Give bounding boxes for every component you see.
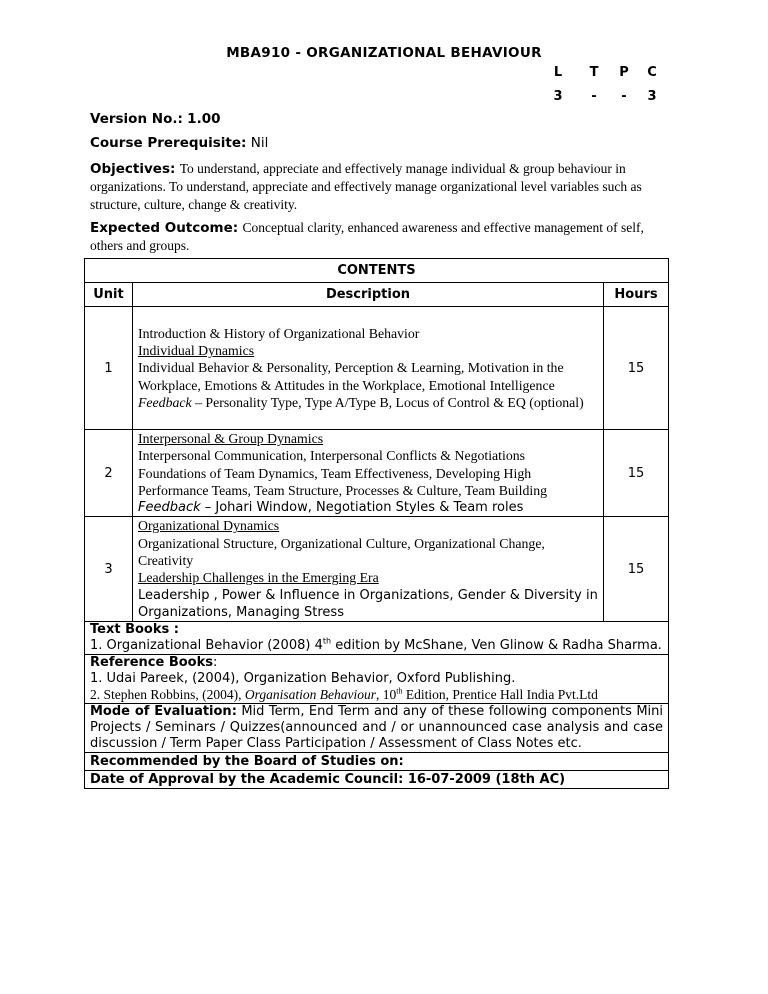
outcome-text: Conceptual clarity, enhanced awareness and effective management of self, others and groups.: [90, 220, 644, 253]
text-book-item-text: 1. Organizational Behavior (2008) 4: [90, 638, 323, 654]
ltpc-value-t: -: [591, 89, 597, 104]
objectives-label: Objectives:: [90, 161, 176, 177]
text-book-item-text: edition by McShane, Ven Glinow & Radha Sharma.: [331, 638, 662, 654]
unit-hours: 15: [604, 307, 669, 430]
text-books-row: [85, 622, 669, 655]
prerequisite-line: [90, 135, 665, 151]
unit-subheading: Interpersonal & Group Dynamics: [138, 431, 324, 446]
unit-description: [133, 430, 604, 517]
unit-topic: Introduction & History of Organizational Behavior: [138, 325, 420, 341]
prerequisite-value: Nil: [250, 135, 269, 151]
board-row: [85, 753, 669, 771]
approval-cell: [85, 771, 669, 789]
outcome-label: Expected Outcome:: [90, 220, 239, 236]
ltpc-label-l: L: [553, 65, 563, 80]
unit-number: 1: [85, 307, 133, 430]
reference-books-colon: :: [213, 655, 218, 671]
reference-books-cell: [85, 655, 669, 704]
unit-number: 2: [85, 430, 133, 517]
reference-title: Organisation Behaviour: [244, 687, 376, 703]
course-title: MBA910 - ORGANIZATIONAL BEHAVIOUR: [226, 45, 542, 61]
unit-description: [133, 307, 604, 430]
ltpc-label-p: P: [619, 65, 629, 80]
unit-topic: Individual Behavior & Personality, Perception & Learning, Motivation in the Workplace, Emotions & Attitudes in the Workplace, Emotional Intelligence: [138, 360, 564, 393]
syllabus-table: [84, 258, 669, 789]
text-books-label: Text Books :: [90, 622, 179, 638]
ltpc-label-t: T: [589, 65, 599, 80]
feedback-label: Feedback: [138, 394, 192, 410]
unit-topic: Leadership , Power & Influence in Organizations, Gender & Diversity in Organizations, Managing Stress: [138, 587, 598, 620]
unit-subheading: Leadership Challenges in the Emerging Era: [138, 570, 379, 586]
objectives-text: To understand, appreciate and effectively manage individual & group behaviour in organizations. To understand, appreciate and effectively manage organizational level variables such as structure, culture, change & creativity.: [90, 161, 642, 212]
version-value: 1.00: [187, 111, 221, 127]
reference-text: , 10: [376, 687, 397, 703]
reference-books-label: Reference Books: [90, 655, 213, 671]
version-line: [90, 111, 665, 127]
unit-topic: Foundations of Team Dynamics, Team Effectiveness, Developing High Performance Teams, Team Structure, Processes & Culture, Team Building: [138, 465, 548, 498]
approval-label: Date of Approval by the Academic Council: 16-07-2009 (18th AC): [90, 771, 566, 787]
board-cell: [85, 753, 669, 771]
text-book-item: [90, 638, 663, 654]
unit-feedback: [138, 394, 598, 411]
table-row: [85, 430, 669, 517]
reference-book-item: [90, 687, 663, 703]
superscript: th: [396, 686, 403, 696]
evaluation-row: [85, 704, 669, 753]
contents-heading: CONTENTS: [85, 259, 669, 283]
unit-description: [133, 517, 604, 622]
reference-book-item: 1. Udai Pareek, (2004), Organization Behavior, Oxford Publishing.: [90, 671, 516, 687]
feedback-text: – Personality Type, Type A/Type B, Locus of Control & EQ (optional): [191, 394, 584, 410]
unit-number: 3: [85, 517, 133, 622]
unit-subheading: Individual Dynamics: [138, 343, 255, 359]
unit-hours: 15: [604, 517, 669, 622]
unit-column-header: Unit: [85, 283, 133, 307]
evaluation-label: Mode of Evaluation:: [90, 704, 237, 720]
feedback-label: Feedback: [138, 500, 201, 516]
hours-column-header: Hours: [604, 283, 669, 307]
unit-feedback: [138, 499, 598, 516]
text-books-cell: [85, 622, 669, 655]
prerequisite-label: Course Prerequisite:: [90, 135, 247, 151]
evaluation-cell: [85, 704, 669, 753]
board-label: Recommended by the Board of Studies on:: [90, 753, 404, 769]
version-label: Version No.:: [90, 111, 183, 127]
description-column-header: Description: [133, 283, 604, 307]
ltpc-value-p: -: [621, 89, 627, 104]
unit-subheading: Organizational Dynamics: [138, 518, 280, 534]
expected-outcome: [90, 219, 665, 255]
ltpc-value-l: 3: [553, 89, 563, 104]
table-row: [85, 307, 669, 430]
evaluation-text: Mid Term, End Term and any of these following components Mini Projects / Seminars / Quizzes(announced and / or unannounced case analysis and case discussion / Term Paper Class Participation / Assessment of Class Notes etc.: [90, 704, 663, 752]
ltpc-label-c: C: [647, 65, 657, 80]
table-row: [85, 517, 669, 622]
objectives: [90, 160, 665, 214]
ltpc-value-c: 3: [647, 89, 657, 104]
feedback-text: – Johari Window, Negotiation Styles & Team roles: [200, 500, 524, 516]
reference-books-row: [85, 655, 669, 704]
unit-topic: Organizational Structure, Organizational Culture, Organizational Change, Creativity: [138, 535, 545, 569]
reference-text: 2. Stephen Robbins, (2004),: [90, 687, 245, 703]
unit-hours: 15: [604, 430, 669, 517]
unit-topic: Interpersonal Communication, Interpersonal Conflicts & Negotiations: [138, 448, 525, 464]
reference-text: Edition, Prentice Hall India Pvt.Ltd: [402, 687, 598, 703]
superscript: th: [322, 636, 332, 646]
approval-row: [85, 771, 669, 789]
